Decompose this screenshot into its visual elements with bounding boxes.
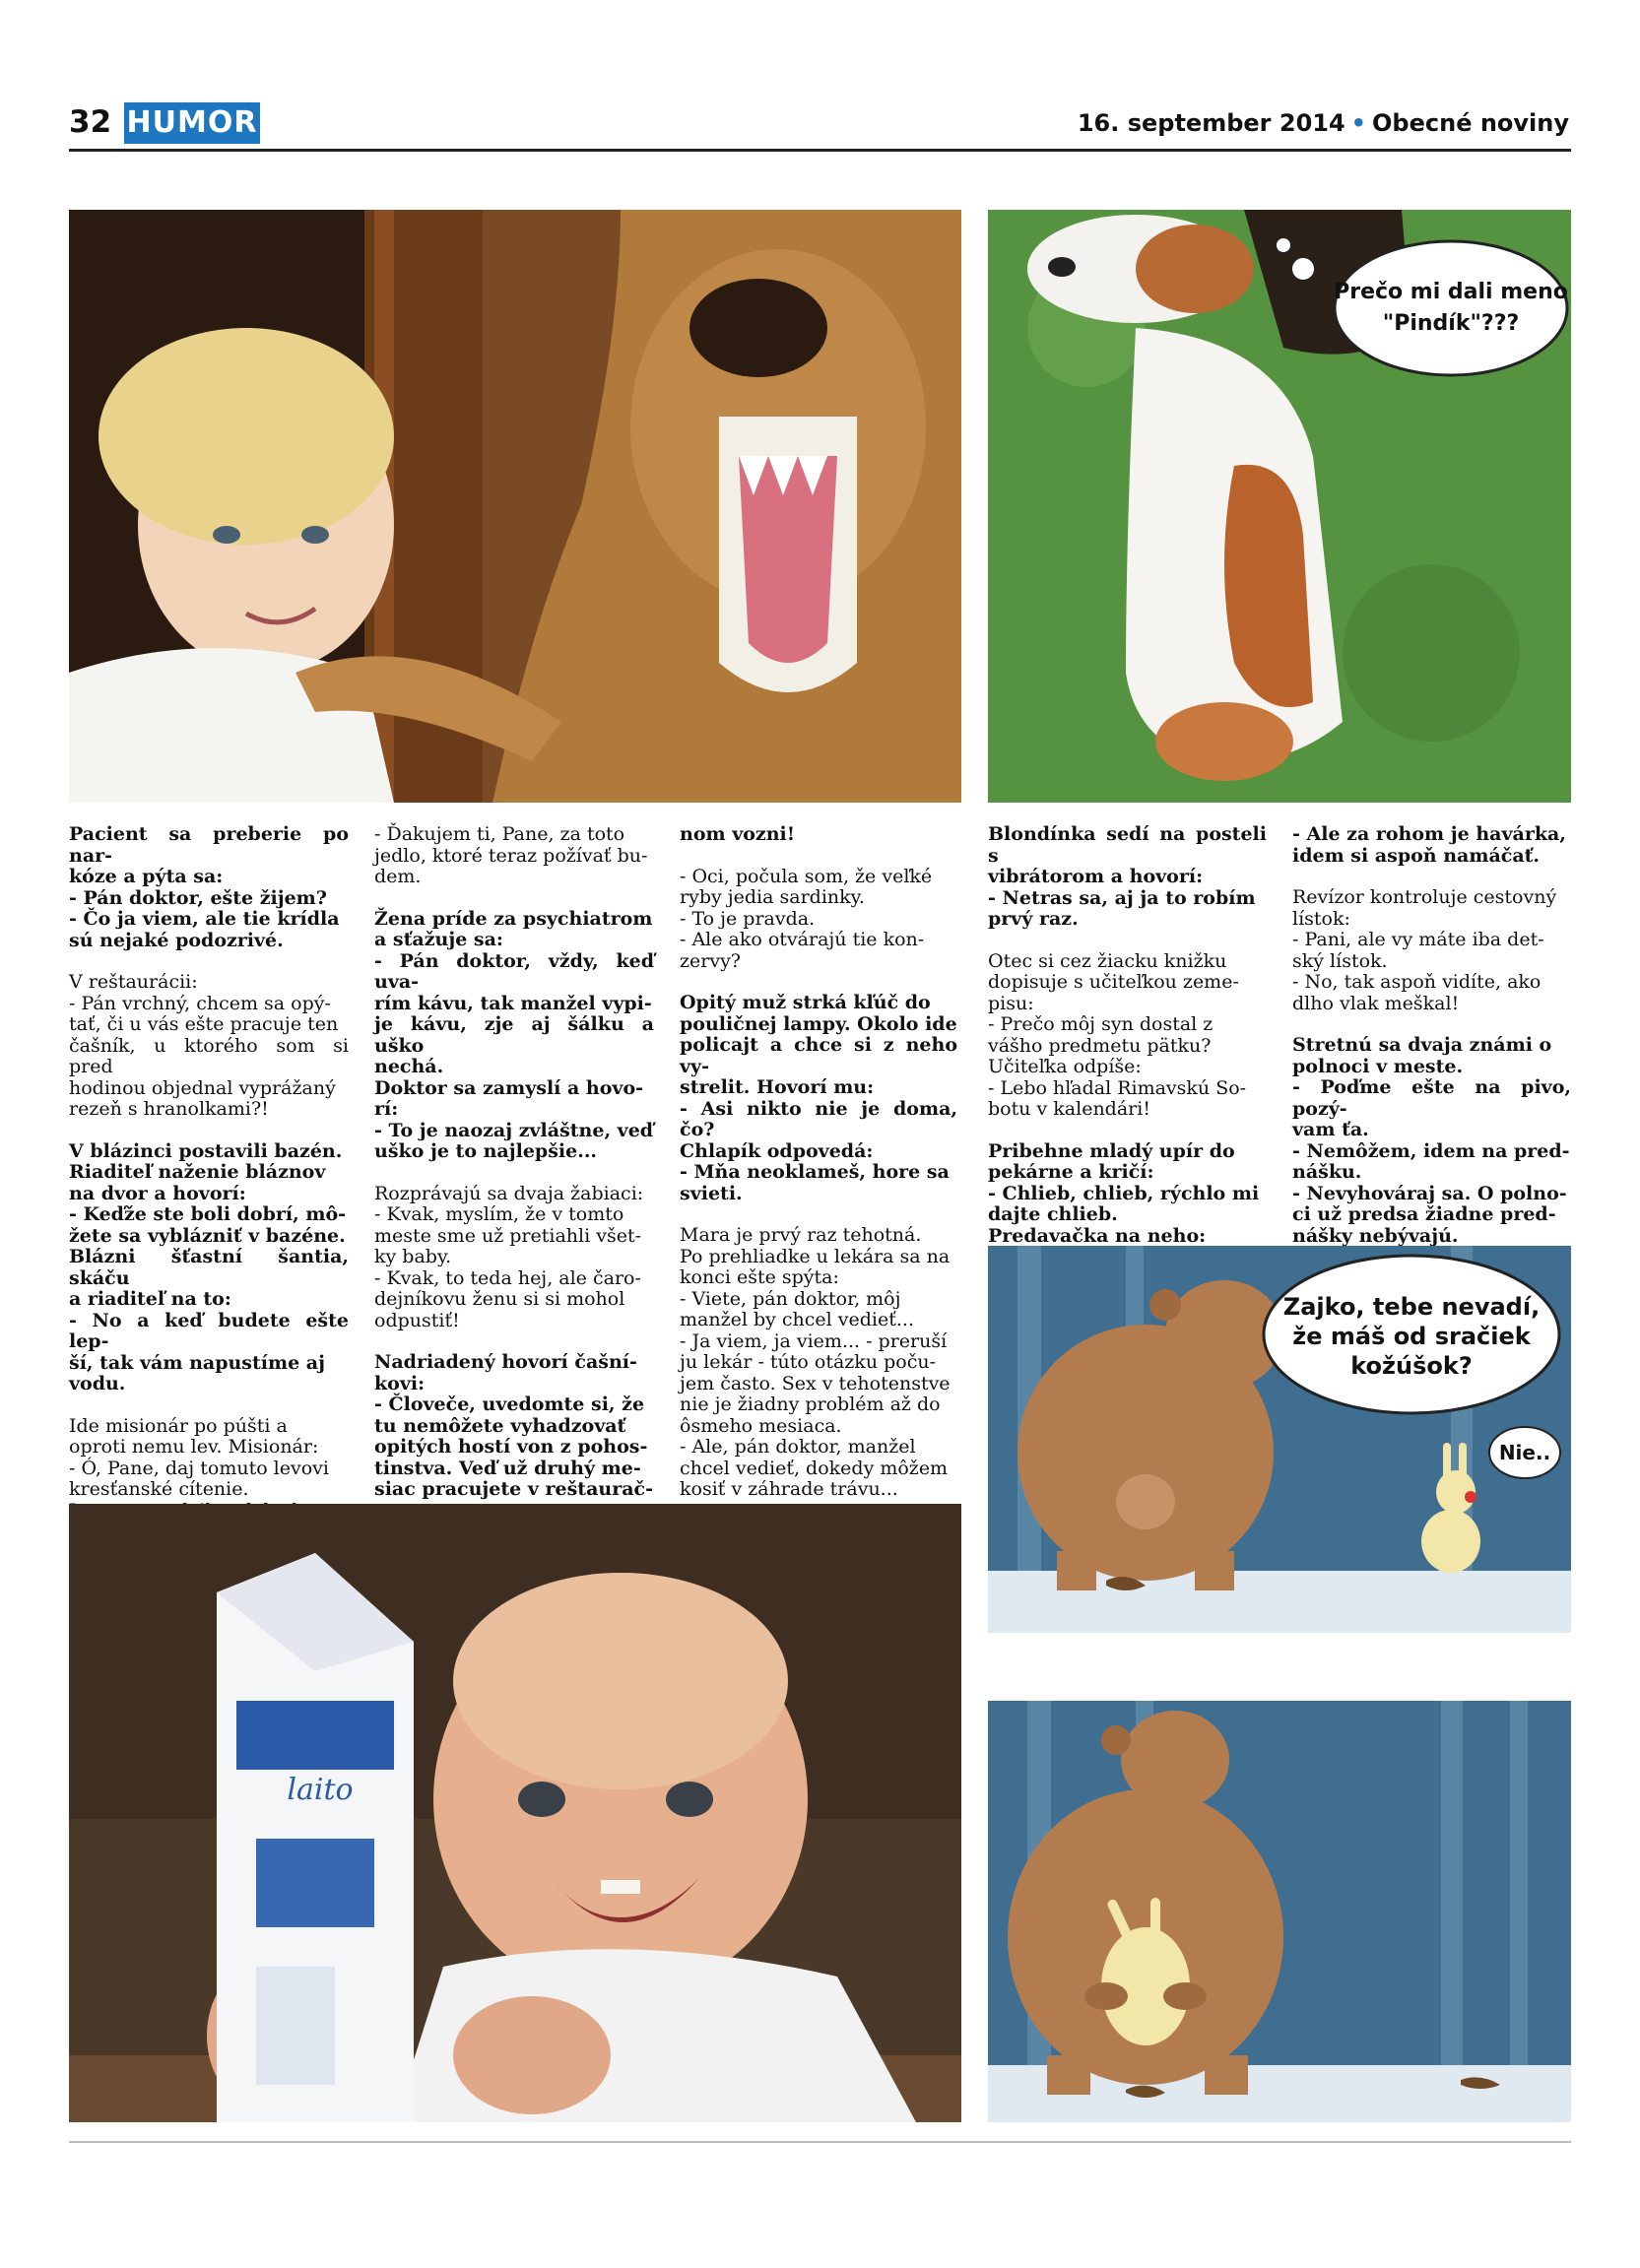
text-line: - Poďme ešte na pivo, pozý- bbox=[1292, 1076, 1571, 1120]
text-line: odpustiť! bbox=[374, 1309, 460, 1331]
text-column-4 bbox=[988, 824, 1267, 1268]
paragraph-spacer bbox=[374, 1331, 654, 1352]
text-line: zervy? bbox=[680, 949, 741, 972]
text-line: rí: bbox=[374, 1098, 399, 1120]
bear-bubble-line3: kožúšok? bbox=[1350, 1352, 1473, 1380]
paragraph-spacer bbox=[69, 1395, 349, 1416]
text-line: opitých hostí von z pohos- bbox=[374, 1436, 648, 1458]
text-column-5 bbox=[1292, 824, 1571, 1268]
text-line: je kávu, zje aj šálku a uško bbox=[374, 1013, 654, 1057]
text-line: botu v kalendári! bbox=[988, 1098, 1150, 1120]
text-line: Riaditeľ naženie bláznov bbox=[69, 1161, 326, 1183]
text-line: Revízor kontroluje cestovný bbox=[1292, 886, 1557, 908]
text-line: - No, tak aspoň vidíte, ako bbox=[1292, 971, 1542, 993]
text-line: tu nemôžete vyhadzovať bbox=[374, 1414, 626, 1437]
text-line: svieti. bbox=[680, 1182, 743, 1204]
text-line: Pribehne mladý upír do bbox=[988, 1139, 1235, 1162]
text-line: Nadriadený hovorí čašní- bbox=[374, 1351, 637, 1373]
paragraph-spacer bbox=[374, 1163, 654, 1184]
text-line: Po prehliadke u lekára sa na bbox=[680, 1245, 951, 1267]
text-line: - Mňa neoklameš, hore sa bbox=[680, 1161, 950, 1183]
text-line: dejníkovu ženu si si mohol bbox=[374, 1288, 625, 1310]
text-line: polnoci v meste. bbox=[1292, 1055, 1464, 1077]
text-line: - Kvak, myslím, že v tomto bbox=[374, 1203, 624, 1225]
text-line: Učiteľka odpíše: bbox=[988, 1056, 1142, 1077]
text-line: vášho predmetu pätku? bbox=[988, 1034, 1212, 1057]
header-separator: • bbox=[1350, 109, 1367, 137]
text-line: idem si aspoň namáčať. bbox=[1292, 844, 1541, 867]
cartoon-bear-panel-2 bbox=[988, 1701, 1571, 2122]
text-line: ci už predsa žiadne pred- bbox=[1292, 1203, 1556, 1225]
paragraph-spacer bbox=[1292, 1014, 1571, 1035]
text-line: lístok: bbox=[1292, 907, 1350, 930]
text-line: strelit. Hovorí mu: bbox=[680, 1076, 875, 1098]
text-line: policajt a chce si z neho vy- bbox=[680, 1034, 957, 1077]
text-line: nie je žiadny problém až do bbox=[680, 1393, 941, 1415]
paragraph-spacer bbox=[1292, 867, 1571, 887]
header-rule bbox=[69, 149, 1571, 152]
text-line: - Chlieb, chlieb, rýchlo mi bbox=[988, 1182, 1260, 1204]
text-line: - Kvak, to teda hej, ale čaro- bbox=[374, 1266, 641, 1289]
text-line: nom vozni! bbox=[680, 823, 796, 845]
text-line: dem. bbox=[374, 866, 422, 887]
issue-date: 16. september 2014 bbox=[1077, 109, 1345, 137]
text-line: nášku. bbox=[1292, 1161, 1362, 1183]
paragraph-spacer bbox=[374, 888, 654, 909]
text-line: Opitý muž strká kľúč do bbox=[680, 992, 931, 1013]
text-line: Ide misionár po púšti a bbox=[69, 1414, 288, 1437]
cartoon-bear-panel-1 bbox=[988, 1246, 1571, 1633]
dog-bubble-line2: "Pindík"??? bbox=[1382, 311, 1520, 336]
text-line: Doktor sa zamyslí a hovo- bbox=[374, 1076, 644, 1099]
text-line: jedlo, ktoré teraz požívať bu- bbox=[374, 844, 648, 867]
text-line: Mara je prvý raz tehotná. bbox=[680, 1224, 922, 1246]
text-line: prvý raz. bbox=[988, 908, 1079, 930]
photo-baby-with-milk bbox=[69, 1504, 961, 2122]
text-line: ryby jedia sardinky. bbox=[680, 886, 865, 908]
text-line: kovi: bbox=[374, 1372, 426, 1394]
text-line: - Pán doktor, ešte žijem? bbox=[69, 886, 327, 909]
text-line: - To je pravda. bbox=[680, 907, 816, 930]
paragraph-spacer bbox=[69, 951, 349, 972]
text-line: pekárne a kričí: bbox=[988, 1161, 1154, 1183]
dog-bubble-line1: Prečo mi dali meno bbox=[1334, 280, 1568, 304]
text-line: chcel vedieť, dokedy môžem bbox=[680, 1457, 949, 1479]
paragraph-spacer bbox=[988, 1121, 1267, 1141]
publication-name: Obecné noviny bbox=[1372, 109, 1569, 137]
photo-dog-pindik bbox=[988, 210, 1571, 803]
text-line: siac pracujete v reštaurač- bbox=[374, 1478, 653, 1500]
text-line: Otec si cez žiacku knižku bbox=[988, 949, 1227, 972]
text-line: Blondínka sedí na posteli s bbox=[988, 823, 1267, 867]
header-dateline bbox=[1078, 109, 1569, 137]
text-line: - Asi nikto nie je doma, čo? bbox=[680, 1097, 957, 1140]
text-line: rezeň s hranolkami?! bbox=[69, 1098, 269, 1120]
text-line: manžel by chcel vedieť... bbox=[680, 1309, 914, 1330]
footer-rule bbox=[69, 2141, 1571, 2143]
text-line: - Ale, pán doktor, manžel bbox=[680, 1436, 916, 1458]
text-line: - Netras sa, aj ja to robím bbox=[988, 886, 1256, 909]
text-line: - Keďže ste boli dobrí, mô- bbox=[69, 1203, 347, 1225]
text-line: - No a keď budete ešte lep- bbox=[69, 1309, 349, 1352]
text-line: - To je naozaj zvláštne, veď bbox=[374, 1119, 654, 1141]
text-line: žete sa vyblázniť v bazéne. bbox=[69, 1224, 346, 1247]
text-line: jem často. Sex v tehotenstve bbox=[680, 1372, 951, 1394]
text-line: - Ja viem, ja viem... - preruší bbox=[680, 1329, 948, 1352]
text-line: dopisuje s učiteľkou zeme- bbox=[988, 971, 1239, 993]
paragraph-spacer bbox=[680, 972, 957, 993]
text-line: meste sme už pretiahli všet- bbox=[374, 1224, 642, 1247]
text-line: kosiť v záhrade trávu... bbox=[680, 1478, 898, 1500]
text-line: - Ale za rohom je havárka, bbox=[1292, 823, 1566, 845]
text-line: V reštaurácii: bbox=[69, 971, 198, 993]
text-line: Žena príde za psychiatrom bbox=[374, 907, 653, 930]
text-line: uško je to najlepšie... bbox=[374, 1140, 598, 1162]
text-line: na dvor a hovorí: bbox=[69, 1182, 246, 1204]
paragraph-spacer bbox=[69, 1121, 349, 1141]
text-line: Stretnú sa dvaja známi o bbox=[1292, 1034, 1552, 1056]
text-line: pisu: bbox=[988, 992, 1034, 1014]
text-line: V blázinci postavili bazén. bbox=[69, 1139, 343, 1162]
text-line: - Ale ako otvárajú tie kon- bbox=[680, 929, 925, 950]
text-line: - Viete, pán doktor, môj bbox=[680, 1287, 901, 1310]
text-column-2 bbox=[374, 824, 654, 1501]
milk-carton-text: laito bbox=[287, 1773, 354, 1807]
text-line: dajte chlieb. bbox=[988, 1203, 1118, 1225]
text-column-1 bbox=[69, 824, 349, 1543]
text-line: - Prečo môj syn dostal z bbox=[988, 1013, 1214, 1035]
text-line: ôsmeho mesiaca. bbox=[680, 1414, 842, 1437]
bear-bubble-line2: že máš od sračiek bbox=[1292, 1323, 1531, 1350]
text-line: - Človeče, uvedomte si, že bbox=[374, 1393, 645, 1415]
text-line: kóze a pýta sa: bbox=[69, 866, 224, 887]
text-line: Pacient sa preberie po nar- bbox=[69, 823, 349, 867]
bear-bubble-line1: Zajko, tebe nevadí, bbox=[1282, 1293, 1541, 1321]
text-line: - Ďakujem ti, Pane, za toto bbox=[374, 823, 625, 845]
text-line: ju lekár - túto otázku poču- bbox=[680, 1351, 936, 1373]
text-line: vibrátorom a hovorí: bbox=[988, 866, 1204, 887]
text-line: pouličnej lampy. Okolo ide bbox=[680, 1012, 957, 1035]
text-line: - Pán doktor, vždy, keď uva- bbox=[374, 949, 654, 993]
text-line: tať, či u vás ešte pracuje ten bbox=[69, 1013, 339, 1035]
text-line: vodu. bbox=[69, 1373, 126, 1394]
text-line: rím kávu, tak manžel vypi- bbox=[374, 992, 652, 1014]
text-line: dlho vlak meškal! bbox=[1292, 992, 1460, 1014]
paragraph-spacer bbox=[680, 1204, 957, 1225]
paragraph-spacer bbox=[680, 846, 957, 867]
text-line: sú nejaké podozrivé. bbox=[69, 929, 284, 951]
text-line: Predavačka na neho: bbox=[988, 1224, 1207, 1247]
text-line: tinstva. Veď už druhý me- bbox=[374, 1457, 641, 1479]
text-column-3 bbox=[680, 824, 957, 1501]
text-line: - Pani, ale vy máte iba det- bbox=[1292, 929, 1544, 950]
text-line: Rozprávajú sa dvaja žabiaci: bbox=[374, 1182, 644, 1204]
text-line: Blázni šťastní šantia, skáču bbox=[69, 1246, 349, 1289]
rabbit-bubble: Nie.. bbox=[1498, 1441, 1551, 1464]
photo-girl-and-dog bbox=[69, 210, 961, 803]
text-line: nášky nebývajú. bbox=[1292, 1224, 1459, 1247]
text-line: kresťanské cítenie. bbox=[69, 1478, 249, 1500]
text-line: oproti nemu lev. Misionár: bbox=[69, 1436, 319, 1458]
text-line: - Oci, počula som, že veľké bbox=[680, 865, 933, 887]
page-number: 32 bbox=[69, 104, 112, 140]
text-line: ší, tak vám napustíme aj bbox=[69, 1351, 325, 1374]
text-line: ky baby. bbox=[374, 1246, 452, 1267]
text-line: - Lebo hľadal Rimavskú So- bbox=[988, 1076, 1247, 1099]
text-line: - Nevyhováraj sa. O polno- bbox=[1292, 1182, 1567, 1204]
text-line: Chlapík odpovedá: bbox=[680, 1139, 874, 1162]
text-line: konci ešte spýta: bbox=[680, 1266, 839, 1288]
paragraph-spacer bbox=[988, 931, 1267, 951]
text-line: - Ó, Pane, daj tomuto levovi bbox=[69, 1457, 329, 1479]
text-line: a riaditeľ na to: bbox=[69, 1288, 231, 1310]
text-line: - Čo ja viem, ale tie krídla bbox=[69, 908, 340, 930]
text-line: - Nemôžem, idem na pred- bbox=[1292, 1139, 1570, 1162]
section-label: HUMOR bbox=[124, 102, 260, 144]
text-line: nechá. bbox=[374, 1056, 444, 1077]
text-line: a sťažuje sa: bbox=[374, 929, 503, 950]
text-line: vam ťa. bbox=[1292, 1119, 1369, 1140]
text-line: hodinou objednal vyprážaný bbox=[69, 1076, 336, 1099]
text-line: ský lístok. bbox=[1292, 949, 1388, 972]
text-line: - Pán vrchný, chcem sa opý- bbox=[69, 992, 331, 1014]
text-line: čašník, u ktorého som si pred bbox=[69, 1034, 349, 1077]
